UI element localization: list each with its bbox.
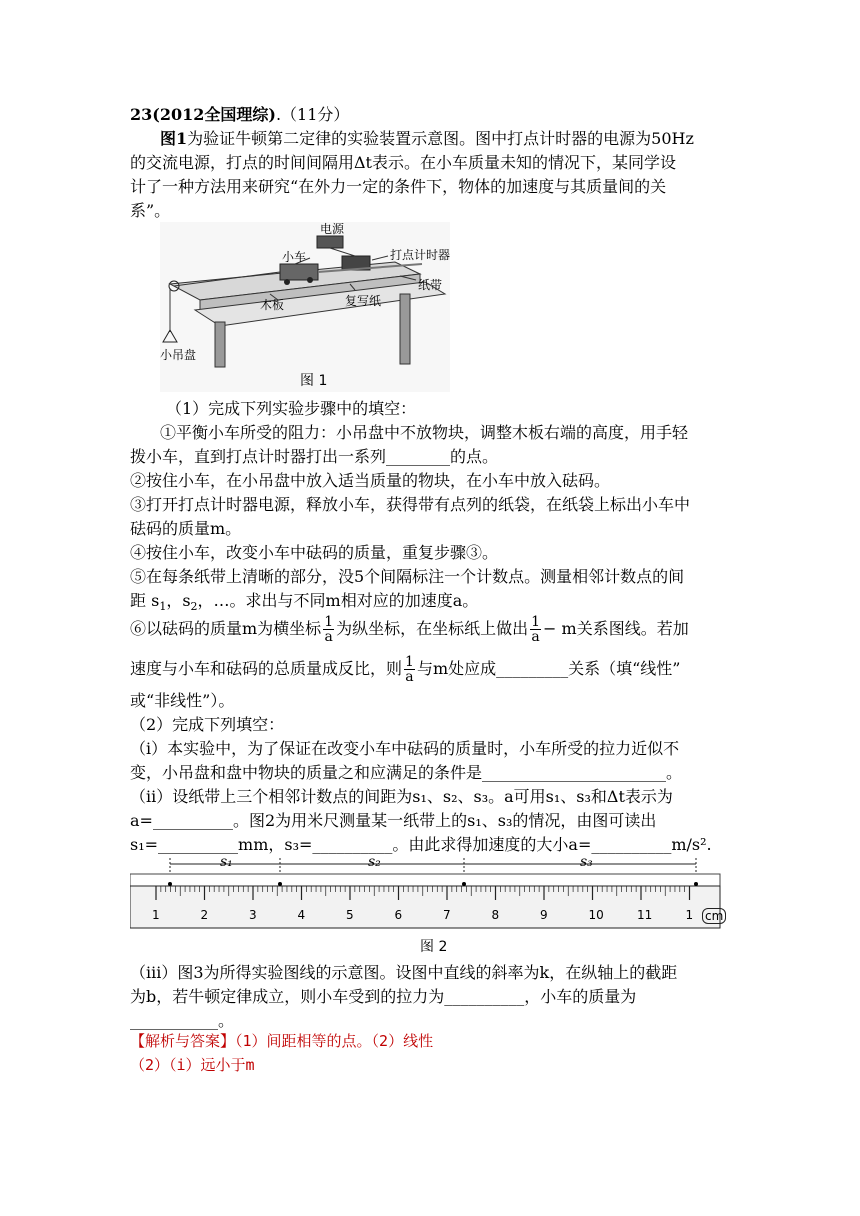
q-ii-line-b: a=__________。图2为用米尺测量某一纸带上的s₁、s₃的情况，由图可读出	[130, 811, 657, 830]
fraction-1-over-a	[323, 615, 334, 644]
figure-2-ruler	[130, 854, 730, 958]
ruler-tick-label: 8	[491, 908, 500, 922]
figure-1-apparatus	[160, 222, 450, 392]
fig1-reference: 图1	[160, 129, 188, 148]
step6b-text-pre: 速度与小车和砝码的总质量成反比，则	[130, 659, 403, 678]
sub-2: 2	[190, 600, 198, 614]
frac-num-2: 1	[531, 614, 541, 630]
step1-line-b: 拨小车，直到打点计时器打出一系列________的点。	[130, 447, 499, 466]
ruler-tick-label: 1	[685, 908, 694, 922]
step4-line: ④按住小车，改变小车中砝码的质量，重复步骤③。	[130, 543, 499, 562]
intro-line-3: 计了一种方法用来研究“在外力一定的条件下，物体的加速度与其质量间的关	[130, 177, 667, 196]
step2-line: ②按住小车，在小吊盘中放入适当质量的物块，在小车中放入砝码。	[130, 471, 611, 490]
frac-den-2: a	[531, 629, 540, 645]
label-s2: s₂	[368, 854, 381, 870]
label-s1: s₁	[220, 854, 233, 870]
intro-line-2: 的交流电源，打点的时间间隔用Δt表示。在小车质量未知的情况下，某同学设	[130, 153, 676, 172]
minus-m: − m	[543, 619, 577, 638]
step5-text-mid: ，s	[166, 591, 191, 610]
q-iii-line-c: ___________。	[130, 1011, 235, 1030]
step6-text-mid: 为纵坐标，在坐标纸上做出	[336, 619, 529, 638]
unit-cm: cm	[702, 908, 726, 924]
q-iii-line-b: 为b，若牛顿定律成立，则小车受到的拉力为__________，小车的质量为	[130, 987, 637, 1006]
label-carbon-paper: 复写纸	[345, 294, 382, 308]
ruler-drawing	[130, 858, 730, 938]
label-s3: s₃	[580, 854, 593, 870]
ruler-tick-label: 9	[540, 908, 548, 922]
sub-1: 1	[159, 600, 167, 614]
step6-line-a	[130, 612, 689, 646]
q-i-line-a: （ⅰ）本实验中，为了保证在改变小车中砝码的质量时，小车所受的拉力近似不	[130, 739, 680, 758]
ruler-tick-label: 4	[297, 908, 306, 922]
intro-line-4: 系”。	[130, 201, 171, 220]
step5-line-a: ⑤在每条纸带上清晰的部分，没5个间隔标注一个计数点。测量相邻计数点的间	[130, 567, 685, 586]
question-header	[130, 104, 349, 126]
part1-heading: （1）完成下列实验步骤中的填空：	[166, 399, 417, 418]
label-tape: 纸带	[418, 278, 443, 292]
ruler-tick-label: 2	[200, 908, 209, 922]
ruler-tick-label: 7	[443, 908, 451, 922]
label-cart: 小车	[282, 250, 307, 264]
question-points: .（11分）	[275, 105, 350, 124]
step6-line-b	[130, 652, 680, 686]
ruler-tick-label: 6	[394, 908, 403, 922]
question-title: 23(2012全国理综)	[130, 105, 276, 124]
figure-1-caption: 图 1	[300, 373, 328, 389]
ruler-tick-label: 1	[152, 908, 160, 922]
frac-num-3: 1	[405, 654, 414, 670]
label-pan: 小吊盘	[160, 348, 197, 362]
step1-line-a: ①平衡小车所受的阻力：小吊盘中不放物块，调整木板右端的高度，用手轻	[160, 423, 689, 442]
figure-2-caption: 图 2	[420, 939, 448, 955]
step3-line-b: 砝码的质量m。	[130, 519, 242, 538]
answer-line-1: 【解析与答案】（1）间距相等的点。（2）线性	[130, 1032, 434, 1050]
q-ii-line-c: s₁=__________mm，s₃=__________。由此求得加速度的大小a=__________m/s².	[130, 835, 712, 854]
step5-text-post: ，…。求出与不同m相对应的加速度a。	[197, 591, 479, 610]
part2-heading: （2）完成下列填空：	[130, 715, 285, 734]
ruler-tick-label: 11	[637, 908, 653, 922]
frac-den-3: a	[405, 669, 414, 685]
step6b-text-post: 与m处应成_________关系（填“线性”	[416, 659, 681, 678]
label-power: 电源	[320, 222, 345, 236]
step6-text-pre: ⑥以砝码的质量m为横坐标	[130, 619, 322, 638]
answer-line-2: （2）（i）远小于m	[130, 1056, 255, 1074]
fraction-1-over-a-2	[530, 615, 541, 644]
ruler-tick-label: 3	[249, 908, 257, 922]
step6-line-c: 或“非线性”）。	[130, 691, 235, 710]
q-i-line-b: 变，小吊盘和盘中物块的质量之和应满足的条件是_______________________。	[130, 763, 683, 782]
ruler-tick-label: 10	[588, 908, 604, 922]
fraction-1-over-a-3	[404, 655, 415, 684]
step6-text-post: 关系图线。若加	[576, 619, 689, 638]
label-timer: 打点计时器	[390, 248, 451, 262]
step3-line-a: ③打开打点计时器电源，释放小车，获得带有点列的纸袋，在纸袋上标出小车中	[130, 495, 691, 514]
label-board: 木板	[260, 298, 285, 312]
intro-text-1: 为验证牛顿第二定律的实验装置示意图。图中打点计时器的电源为50Hz	[187, 129, 694, 148]
step5-text-pre: 距 s	[130, 591, 160, 610]
frac-den: a	[324, 629, 333, 645]
frac-num: 1	[324, 614, 334, 630]
intro-line-1	[160, 128, 694, 150]
q-iii-line-a: （ⅲ）图3为所得实验图线的示意图。设图中直线的斜率为k，在纵轴上的截距	[130, 963, 678, 982]
q-ii-line-a: （ⅱ）设纸带上三个相邻计数点的间距为s₁、s₂、s₃。a可用s₁、s₃和Δt表示为	[130, 787, 673, 806]
ruler-tick-label: 5	[346, 908, 354, 922]
